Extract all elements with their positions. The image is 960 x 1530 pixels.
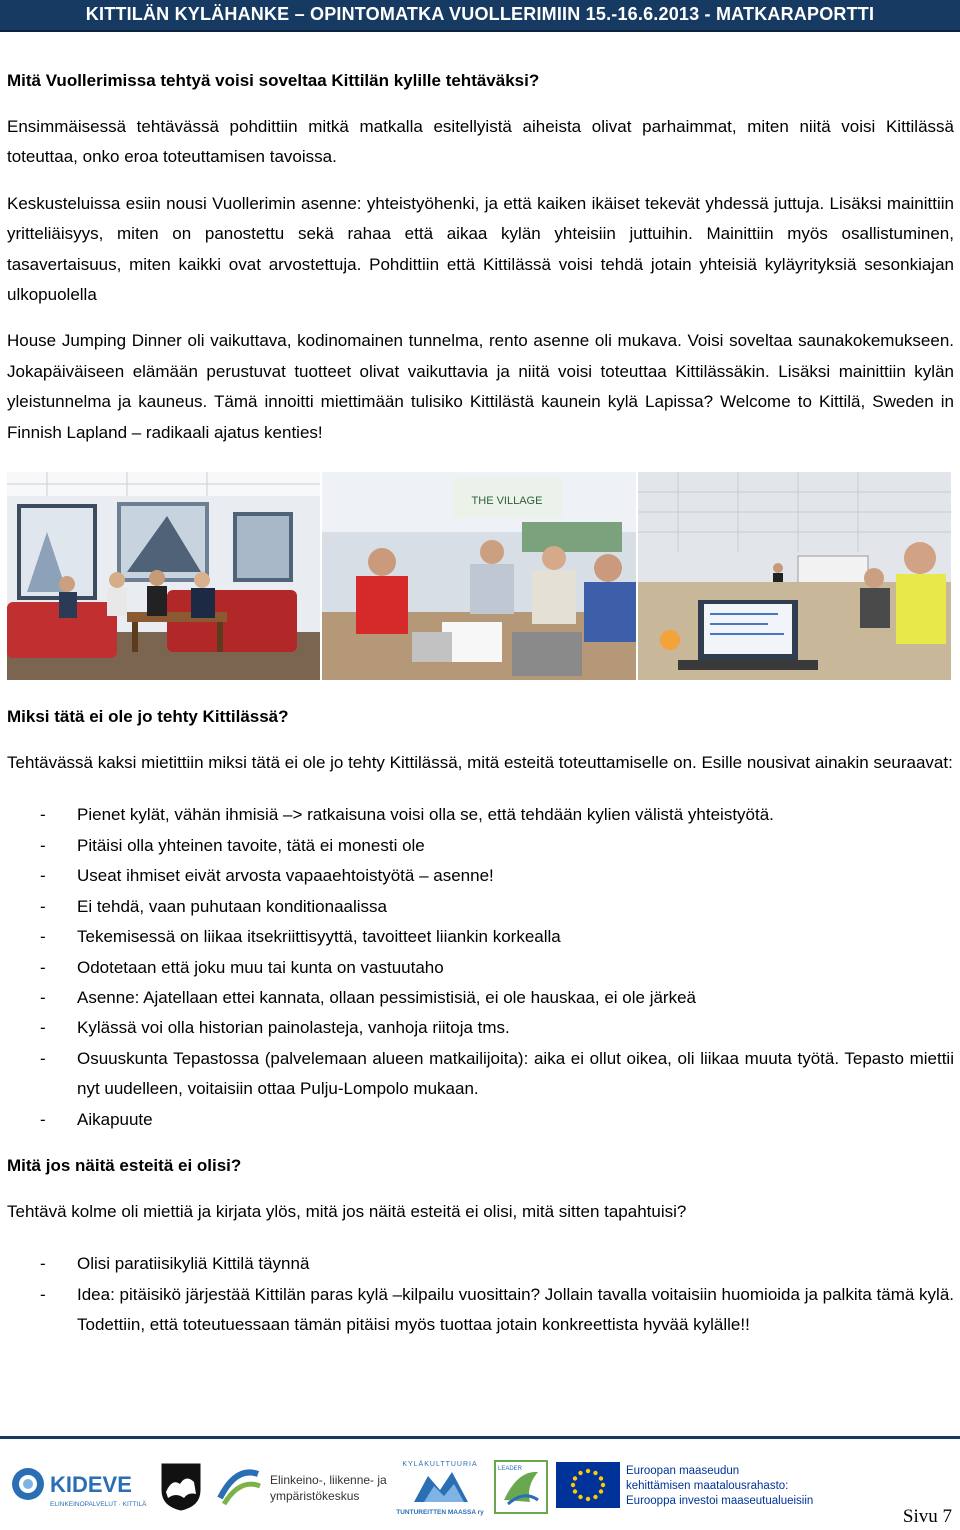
photo-lounge (7, 472, 320, 680)
photo-presentation (638, 472, 951, 680)
svg-text:Elinkeino-, liikenne- ja: Elinkeino-, liikenne- ja (270, 1473, 387, 1487)
village-sign-text: THE VILLAGE (471, 495, 543, 508)
possibilities-list (7, 1249, 954, 1340)
section1-paragraph-1: Ensimmäisessä tehtävässä pohdittiin mitkä matkalla esitellyistä aiheista olivat parhaimmat, miten niitä voisi Kittilässä toteuttaa, onko eroa toteuttamisen tavoissa. (7, 117, 954, 167)
list-item: - Kylässä voi olla historian painolasteja, vanhoja riitoja tms. (40, 1018, 510, 1038)
ely-centre-logo (214, 1460, 389, 1512)
kideve-logo (10, 1462, 150, 1514)
footer-divider (0, 1436, 960, 1439)
page-header (0, 0, 960, 32)
list-item: - Useat ihmiset eivät arvosta vapaaehtoistyötä – asenne! (40, 866, 494, 886)
photo-strip (7, 472, 951, 680)
header-title: KITTILÄN KYLÄHANKE – OPINTOMATKA VUOLLERIMIIN 15.-16.6.2013 - MATKARAPORTTI (85, 4, 875, 24)
leader-logo (494, 1460, 548, 1514)
svg-text:KYLÄKULTTUURIA: KYLÄKULTTUURIA (402, 1461, 478, 1468)
section1-heading: Mitä Vuollerimissa tehtyä voisi soveltaa Kittilän kylille tehtäväksi? (7, 71, 540, 90)
list-item: - Olisi paratiisikyliä Kittilä täynnä (40, 1254, 310, 1274)
report-body (7, 66, 954, 1341)
list-item: - Asenne: Ajatellaan ettei kannata, ollaan pessimistisiä, ei ole hauskaa, ei ole järkeä (40, 987, 696, 1007)
page-number: Sivu 7 (902, 1506, 952, 1527)
section1-paragraph-3: House Jumping Dinner oli vaikuttava, kodinomainen tunnelma, rento asenne oli mukava. Voisi soveltaa saunakokemukseen. Jokapäiväiseen elämään perustuvat tuotteet olivat vaikuttavia ja niitä voisi toteuttaa Kittilässäkin. Lisäksi mainittiin kylän yleistunnelma ja kauneus. Tämä innoitti miettimään tulisiko Kittilästä kaunein kylä Lapissa? Welcome to Kittilä, Sweden in Finnish Lapland – radikaali ajatus kenties! (7, 331, 954, 442)
kylakulttuuria-logo (394, 1456, 486, 1518)
svg-text:TUNTUREITTEN MAASSA ry: TUNTUREITTEN MAASSA ry (396, 1509, 484, 1516)
svg-text:KIDEVE: KIDEVE (50, 1472, 132, 1497)
page-footer (0, 1448, 960, 1530)
eu-flag-icon (556, 1462, 620, 1508)
section3-heading: Mitä jos näitä esteitä ei olisi? (7, 1155, 242, 1175)
section3-intro: Tehtävä kolme oli miettiä ja kirjata ylös, mitä jos näitä esteitä ei olisi, mitä sitten tapahtuisi? (7, 1201, 687, 1221)
photo-discussion (322, 472, 636, 680)
svg-text:LEADER: LEADER (498, 1466, 523, 1472)
list-item: - Pienet kylät, vähän ihmisiä –> ratkaisuna voisi olla se, että tehdään kylien välistä yhteistyötä. (40, 805, 774, 825)
list-item: - Ei tehdä, vaan puhutaan konditionaalissa (40, 896, 388, 916)
obstacles-list (7, 800, 954, 1134)
eu-fund-text: Euroopan maaseudun kehittämisen maatalousrahasto: Eurooppa investoi maaseutualueisiin (626, 1465, 814, 1507)
list-item: - Aikapuute (40, 1109, 153, 1129)
section1-paragraph-2: Keskusteluissa esiin nousi Vuollerimin asenne: yhteistyöhenki, ja että kaiken ikäiset tekevät yhdessä juttuja. Lisäksi mainittiin yritteliäisyys, miten on panostettu sekä rahaa että aikaa kylän yhteisiin juttuihin. Mainittiin myös osallistuminen, tasavertaisuus, miten kaikki ovat arvostettuja. Pohdittiin että Kittilässä voisi tehdä jotain yhteisiä kyläyrityksiä sesonkiajan ulkopuolella (7, 193, 954, 305)
kittila-coat-of-arms-icon (160, 1462, 202, 1512)
list-item: - Osuuskunta Tepastossa (palvelemaan alueen matkailijoita): aika ei ollut oikea, oli liikaa muuta työtä. Tepasto miettii nyt uudelleen, voitaisiin ottaa Pulju-Lompolo mukaan. (40, 1048, 954, 1099)
section2-heading: Miksi tätä ei ole jo tehty Kittilässä? (7, 707, 289, 727)
list-item: - Odotetaan että joku muu tai kunta on vastuutaho (40, 957, 444, 977)
list-item: - Tekemisessä on liikaa itsekriittisyyttä, tavoitteet liiankin korkealla (40, 927, 561, 947)
section2-intro: Tehtävässä kaksi mietittiin miksi tätä ei ole jo tehty Kittilässä, mitä esteitä toteuttamiselle on. Esille nousivat ainakin seuraavat: (7, 753, 953, 773)
list-item: - Pitäisi olla yhteinen tavoite, tätä ei monesti ole (40, 835, 425, 855)
svg-text:ELINKEINOPALVELUT · KITTILÄ: ELINKEINOPALVELUT · KITTILÄ (50, 1501, 147, 1508)
svg-text:ympäristökeskus: ympäristökeskus (270, 1489, 360, 1503)
list-item: - Idea: pitäisikö järjestää Kittilän paras kylä –kilpailu vuosittain? Jollain tavalla voitaisiin huomioida ja palkita tämä kylä. Todettiin, että toteutuessaan tämän pitäisi myös tuottaa jotain konkreettista hyvää kylälle!! (40, 1284, 954, 1335)
